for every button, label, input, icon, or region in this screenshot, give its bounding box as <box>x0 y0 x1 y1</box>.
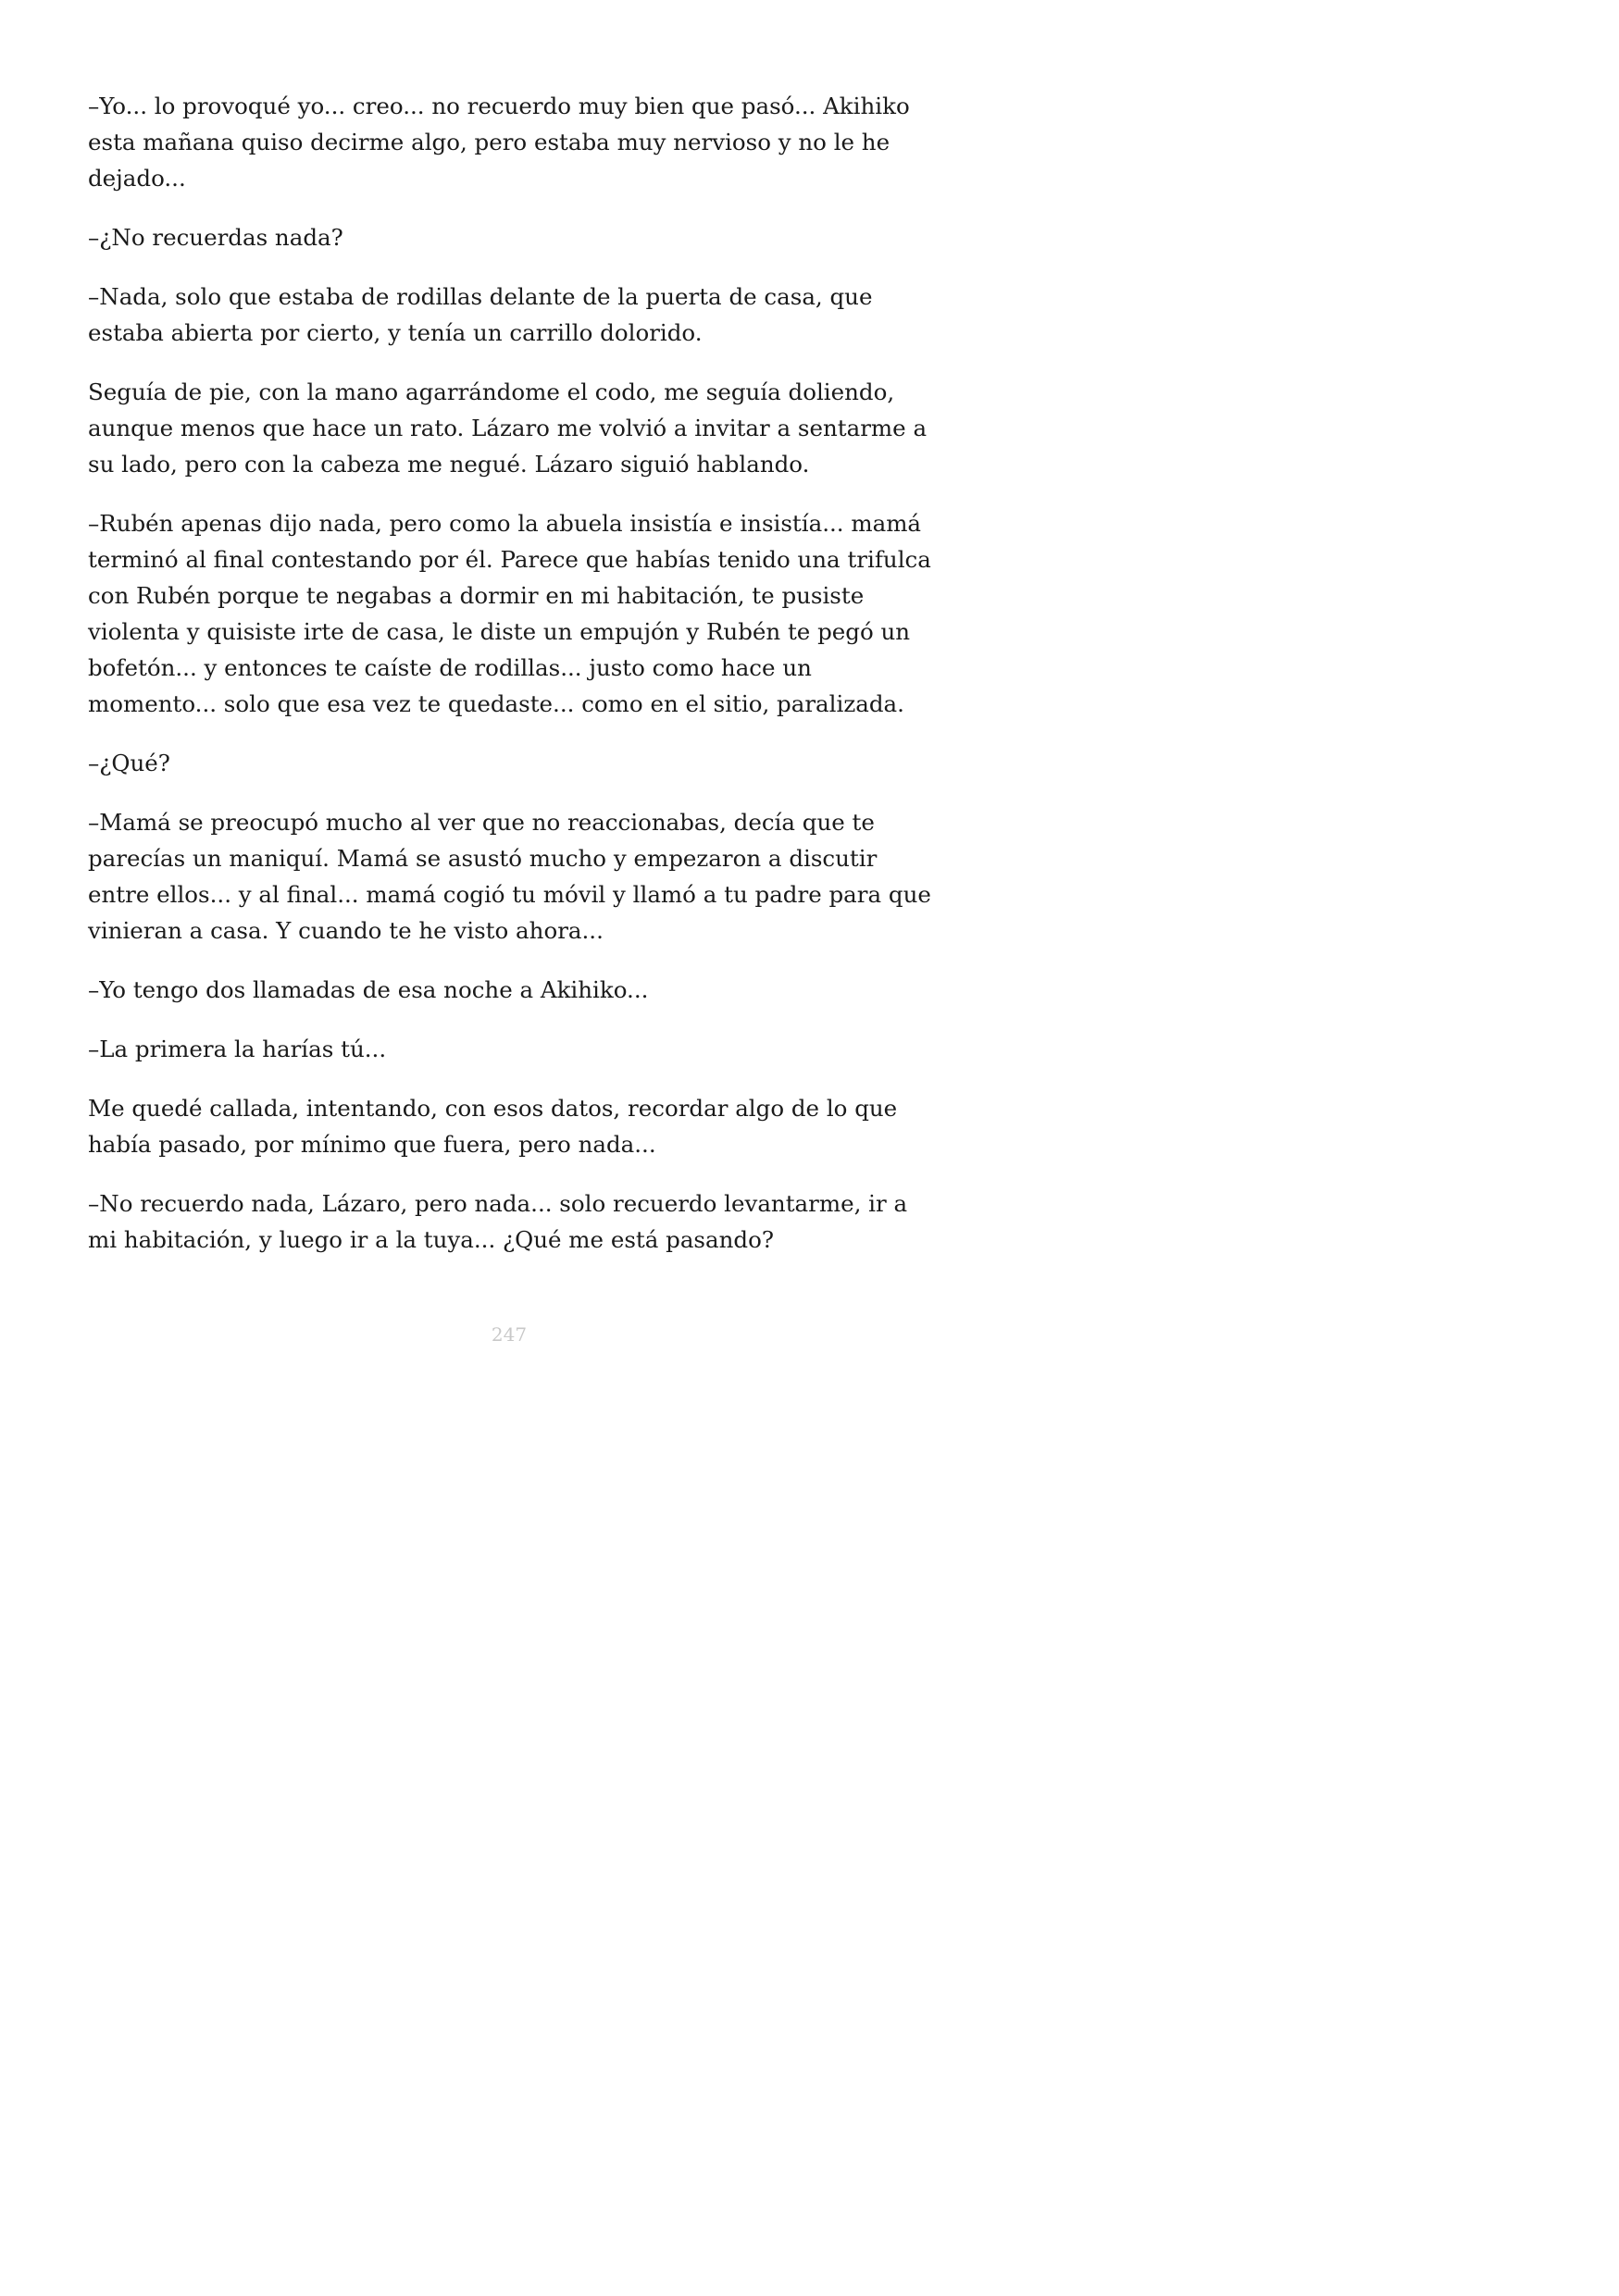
paragraph: Seguía de pie, con la mano agarrándome el codo, me seguía doliendo, aunque menos que hace un rato. Lázaro me volvió a invitar a sentarme a su lado, pero con la cabeza me negué. Lázaro siguió hablando. <box>88 379 928 478</box>
page-number: 247 <box>491 1323 528 1346</box>
paragraph: –Nada, solo que estaba de rodillas delante de la puerta de casa, que estaba abierta por cierto, y tenía un carrillo dolorido. <box>88 283 873 346</box>
paragraph: –Mamá se preocupó mucho al ver que no reaccionabas, decía que te parecías un maniquí. Mamá se asustó mucho y empezaron a discutir entre ellos... y al final... mamá cogió tu móvil y llamó a tu padre para que vinieran a casa. Y cuando te he visto ahora... <box>88 809 931 944</box>
document-page <box>0 0 1018 1443</box>
paragraph: –Yo... lo provoqué yo... creo... no recuerdo muy bien que pasó... Akihiko esta mañana quiso decirme algo, pero estaba muy nervioso y no le he dejado... <box>88 93 910 192</box>
paragraph: –No recuerdo nada, Lázaro, pero nada... solo recuerdo levantarme, ir a mi habitación, y luego ir a la tuya... ¿Qué me está pasando? <box>88 1190 908 1253</box>
paragraph: –¿Qué? <box>88 750 170 776</box>
body-text <box>88 88 940 1281</box>
paragraph: –Rubén apenas dijo nada, pero como la abuela insistía e insistía... mamá terminó al final contestando por él. Parece que habías tenido una trifulca con Rubén porque te negabas a dormir en mi habitación, te pusiste violenta y quisiste irte de casa, le diste un empujón y Rubén te pegó un bofetón... y entonces te caíste de rodillas... justo como hace un momento... solo que esa vez te quedaste... como en el sitio, paralizada. <box>88 510 931 717</box>
paragraph: –La primera la harías tú... <box>88 1036 387 1062</box>
paragraph: –Yo tengo dos llamadas de esa noche a Akihiko... <box>88 976 649 1003</box>
paragraph: Me quedé callada, intentando, con esos datos, recordar algo de lo que había pasado, por mínimo que fuera, pero nada... <box>88 1095 898 1158</box>
paragraph: –¿No recuerdas nada? <box>88 224 343 251</box>
